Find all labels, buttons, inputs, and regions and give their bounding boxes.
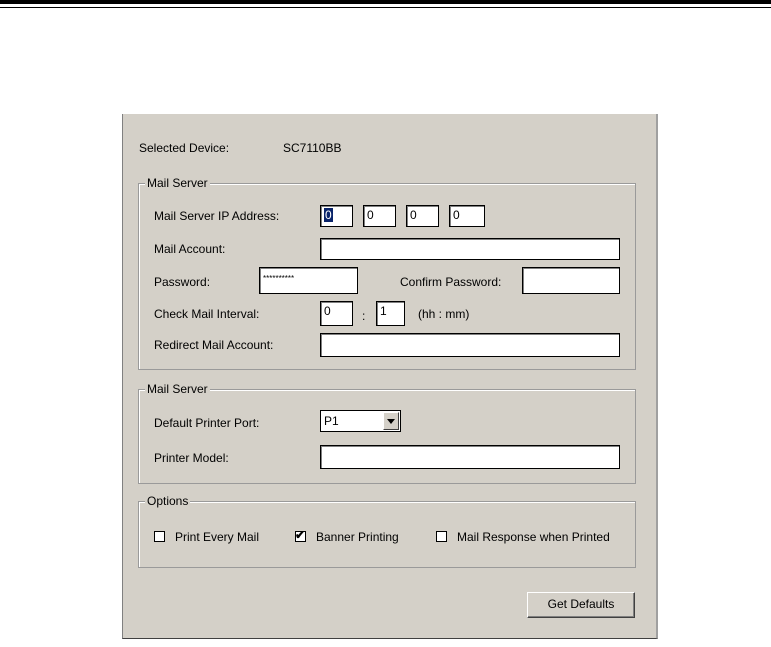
chevron-down-icon[interactable] xyxy=(383,412,399,430)
ip-octet-2-input[interactable]: 0 xyxy=(363,205,396,227)
printer-group-legend: Mail Server xyxy=(147,382,208,396)
redirect-account-input[interactable] xyxy=(320,333,620,357)
mail-account-input[interactable] xyxy=(320,238,620,260)
ip-octet-3-input[interactable]: 0 xyxy=(406,205,439,227)
printer-model-label: Printer Model: xyxy=(154,451,229,465)
header-rule-thick xyxy=(0,0,771,4)
options-legend: Options xyxy=(147,494,189,508)
mail-response-checkbox[interactable] xyxy=(436,531,447,542)
default-port-select[interactable] xyxy=(320,410,401,432)
interval-minutes-input[interactable]: 1 xyxy=(376,301,405,326)
password-label: Password: xyxy=(154,275,211,289)
mail-response-label: Mail Response when Printed xyxy=(457,530,610,544)
print-every-mail-checkbox[interactable] xyxy=(154,531,165,542)
redirect-account-label: Redirect Mail Account: xyxy=(154,338,274,352)
interval-units-label: (hh : mm) xyxy=(418,307,470,321)
printer-model-input[interactable] xyxy=(320,445,620,469)
default-port-label: Default Printer Port: xyxy=(154,416,260,430)
selected-device-value: SC7110BB xyxy=(283,141,342,155)
mail-server-legend: Mail Server xyxy=(147,176,208,190)
mail-settings-panel xyxy=(122,114,658,639)
ip-octet-4-input[interactable]: 0 xyxy=(449,205,485,227)
check-interval-label: Check Mail Interval: xyxy=(154,307,260,321)
confirm-password-label: Confirm Password: xyxy=(400,275,502,289)
default-port-value: P1 xyxy=(324,414,339,428)
selected-device-label: Selected Device: xyxy=(139,141,230,155)
interval-hours-input[interactable]: 0 xyxy=(320,301,353,326)
get-defaults-button[interactable]: Get Defaults xyxy=(527,592,635,618)
banner-printing-checkbox[interactable] xyxy=(295,528,306,542)
banner-printing-label: Banner Printing xyxy=(316,530,399,544)
interval-separator: : xyxy=(362,309,366,323)
header-rule-thin xyxy=(0,7,771,8)
printer-group xyxy=(138,382,636,484)
password-input[interactable]: ********** xyxy=(259,267,358,294)
confirm-password-input[interactable] xyxy=(522,267,620,294)
ip-address-label: Mail Server IP Address: xyxy=(154,209,280,223)
ip-octet-1-input[interactable]: 0 xyxy=(320,205,353,227)
checkmark-icon: ✔ xyxy=(295,528,306,542)
print-every-mail-label: Print Every Mail xyxy=(175,530,260,544)
mail-account-label: Mail Account: xyxy=(154,242,226,256)
